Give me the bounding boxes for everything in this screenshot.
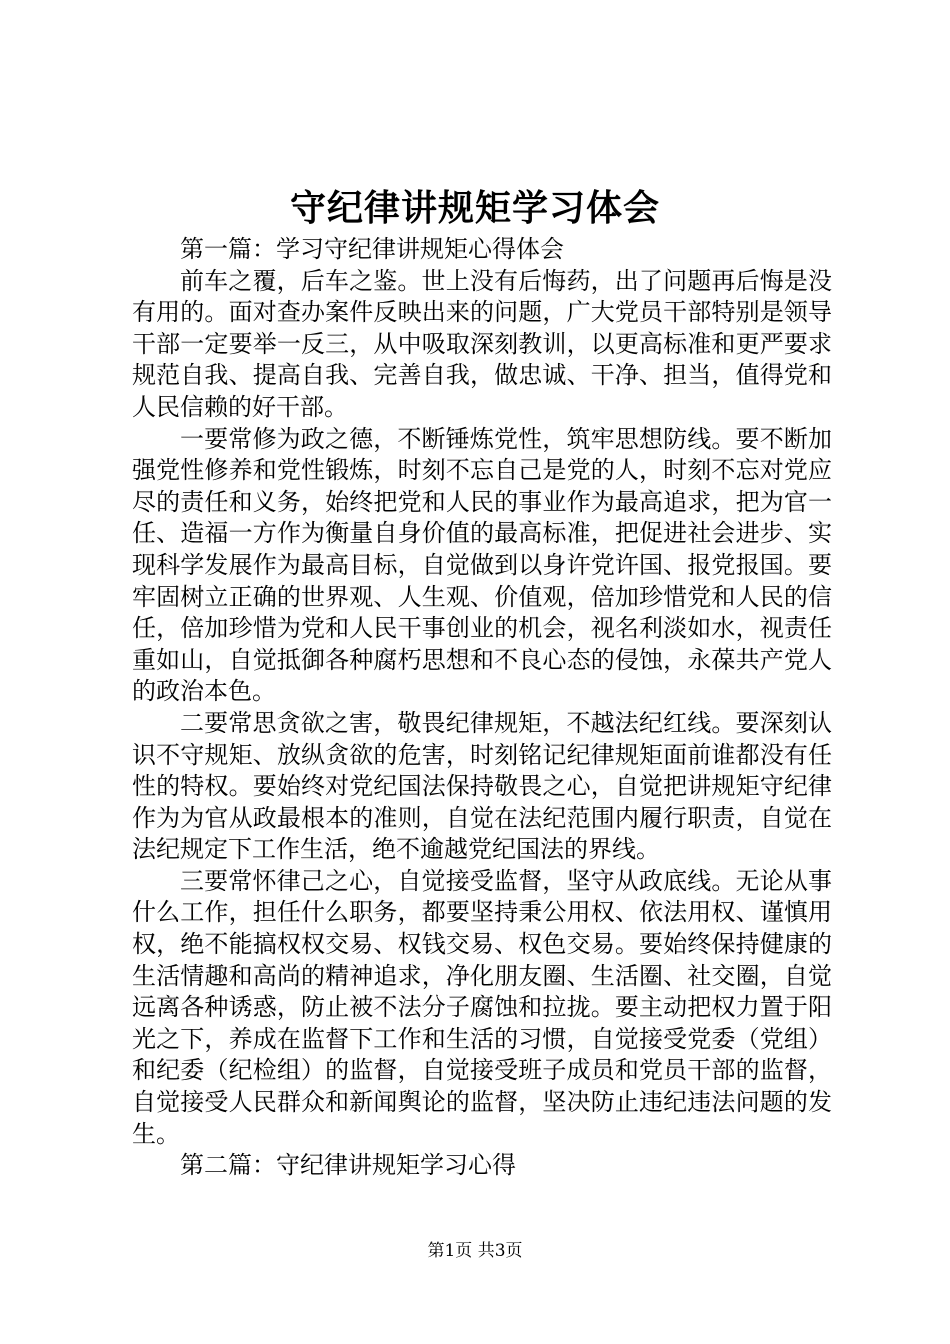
page-number: 第1页 共3页: [427, 1241, 523, 1261]
paragraph-point-1: 一要常修为政之德，不断锤炼党性，筑牢思想防线。要不断加强党性修养和党性锻炼，时刻不忘自己是党的人，时刻不忘对党应尽的责任和义务，始终把党和人民的事业作为最高追求，把为官一任、造福一方作为衡量自身价值的最高标准，把促进社会进步、实现科学发展作为最高目标，自觉做到以身许党许国、报党报国。要牢固树立正确的世界观、人生观、价值观，倍加珍惜党和人民的信任，倍加珍惜为党和人民干事创业的机会，视名利淡如水，视责任重如山，自觉抵御各种腐朽思想和不良心态的侵蚀，永葆共产党人的政治本色。: [132, 424, 832, 706]
document-title: 守纪律讲规矩学习体会: [289, 187, 660, 229]
paragraph-point-3: 三要常怀律己之心，自觉接受监督，坚守从政底线。无论从事什么工作，担任什么职务，都要坚持秉公用权、依法用权、谨慎用权，绝不能搞权权交易、权钱交易、权色交易。要始终保持健康的生活情趣和高尚的精神追求，净化朋友圈、生活圈、社交圈，自觉远离各种诱惑，防止被不法分子腐蚀和拉拢。要主动把权力置于阳光之下，养成在监督下工作和生活的习惯，自觉接受党委（党组）和纪委（纪检组）的监督，自觉接受班子成员和党员干部的监督，自觉接受人民群众和新闻舆论的监督，坚决防止违纪违法问题的发生。: [132, 866, 832, 1148]
document-body: [132, 234, 832, 1182]
section-heading-2: 第二篇：守纪律讲规矩学习心得: [180, 1151, 516, 1180]
section-heading-1: 第一篇：学习守纪律讲规矩心得体会: [180, 235, 564, 263]
paragraph-intro: 前车之覆，后车之鉴。世上没有后悔药，出了问题再后悔是没有用的。面对查办案件反映出来的问题，广大党员干部特别是领导干部一定要举一反三，从中吸取深刻教训，以更高标准和更严要求规范自我、提高自我、完善自我，做忠诚、干净、担当，值得党和人民信赖的好干部。: [132, 266, 832, 421]
paragraph-point-2: 二要常思贪欲之害，敬畏纪律规矩，不越法纪红线。要深刻认识不守规矩、放纵贪欲的危害，时刻铭记纪律规矩面前谁都没有任性的特权。要始终对党纪国法保持敬畏之心，自觉把讲规矩守纪律作为为官从政最根本的准则，自觉在法纪范围内履行职责，自觉在法纪规定下工作生活，绝不逾越党纪国法的界线。: [132, 708, 832, 864]
